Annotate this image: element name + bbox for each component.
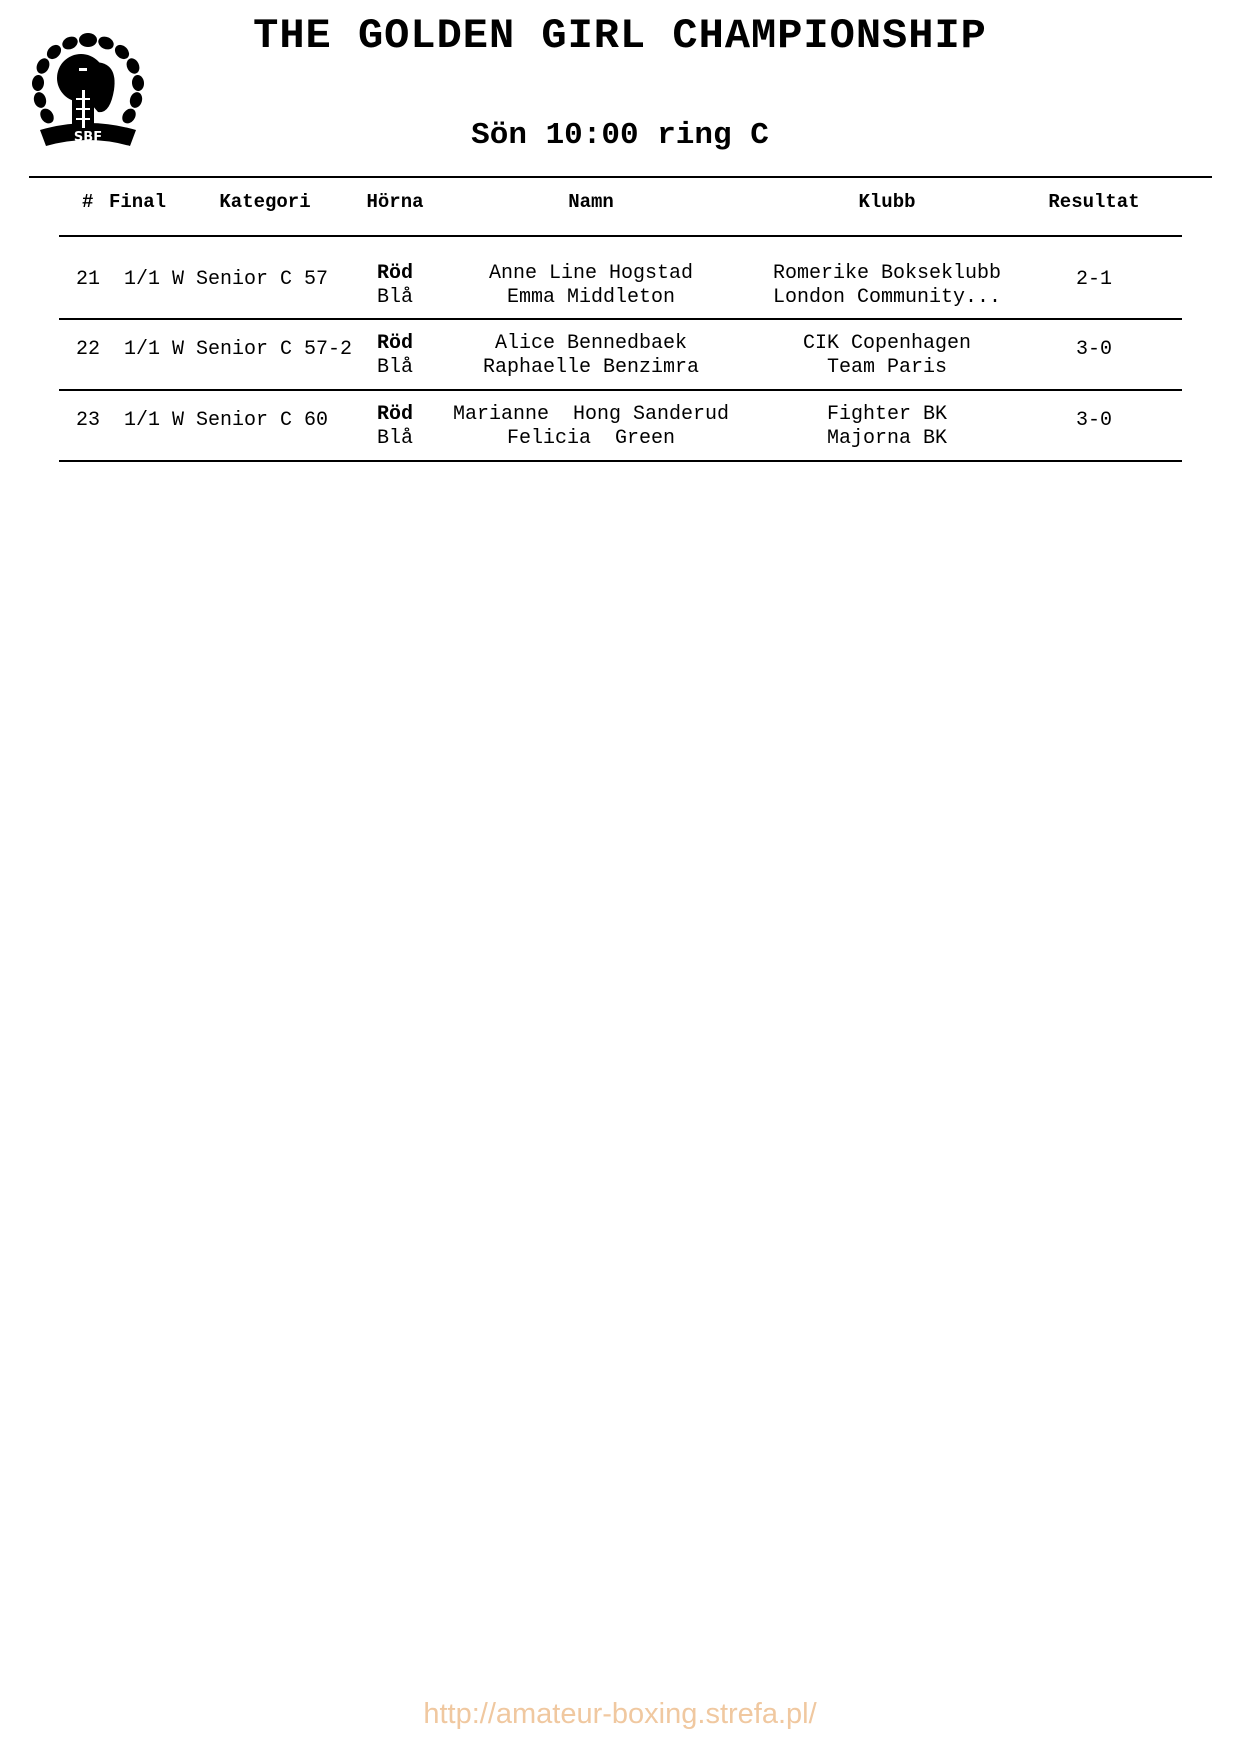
row-divider <box>59 460 1182 462</box>
svg-text:SBF: SBF <box>73 130 103 145</box>
blue-boxer-club: Team Paris <box>826 356 948 379</box>
header-divider <box>59 235 1182 237</box>
blue-boxer-name: Emma Middleton <box>506 286 676 309</box>
red-boxer-name: Marianne Hong Sanderud <box>452 403 730 426</box>
bout-number: 23 <box>76 409 101 432</box>
blue-boxer-name: Felicia Green <box>506 427 676 450</box>
table-row <box>0 395 1240 465</box>
blue-boxer-club: London Community... <box>772 286 1002 309</box>
table-row <box>0 254 1240 324</box>
red-corner-label: Röd <box>377 262 414 285</box>
red-boxer-club: Fighter BK <box>826 403 948 426</box>
row-divider <box>59 389 1182 391</box>
footer-url: http://amateur-boxing.strefa.pl/ <box>423 1698 817 1730</box>
bout-number: 22 <box>76 338 101 361</box>
bout-category: W Senior C 57 <box>172 268 329 291</box>
column-header-num: # <box>82 191 94 213</box>
blue-corner-label: Blå <box>377 286 414 309</box>
blue-corner-label: Blå <box>377 427 414 450</box>
top-divider <box>29 176 1212 178</box>
red-boxer-name: Anne Line Hogstad <box>488 262 694 285</box>
column-header-final: Final <box>109 191 167 213</box>
column-header-category: Kategori <box>219 191 311 213</box>
bout-final: 1/1 <box>124 409 161 432</box>
page-title: THE GOLDEN GIRL CHAMPIONSHIP <box>253 12 987 60</box>
red-corner-label: Röd <box>377 403 414 426</box>
row-divider <box>59 318 1182 320</box>
column-header-corner: Hörna <box>366 191 424 213</box>
bout-result: 3-0 <box>1075 338 1113 361</box>
session-subtitle: Sön 10:00 ring C <box>471 118 769 153</box>
bout-result: 2-1 <box>1075 268 1113 291</box>
blue-boxer-name: Raphaelle Benzimra <box>482 356 700 379</box>
column-header-result: Resultat <box>1048 191 1140 213</box>
bout-final: 1/1 <box>124 268 161 291</box>
blue-boxer-club: Majorna BK <box>826 427 948 450</box>
red-boxer-club: CIK Copenhagen <box>802 332 972 355</box>
bout-number: 21 <box>76 268 101 291</box>
red-boxer-club: Romerike Bokseklubb <box>772 262 1002 285</box>
blue-corner-label: Blå <box>377 356 414 379</box>
bout-result: 3-0 <box>1075 409 1113 432</box>
red-boxer-name: Alice Bennedbaek <box>494 332 688 355</box>
table-row <box>0 324 1240 394</box>
bout-final: 1/1 <box>124 338 161 361</box>
column-header-club: Klubb <box>858 191 916 213</box>
bout-category: W Senior C 60 <box>172 409 329 432</box>
red-corner-label: Röd <box>377 332 414 355</box>
column-header-name: Namn <box>568 191 614 213</box>
bout-category: W Senior C 57-2 <box>172 338 353 361</box>
